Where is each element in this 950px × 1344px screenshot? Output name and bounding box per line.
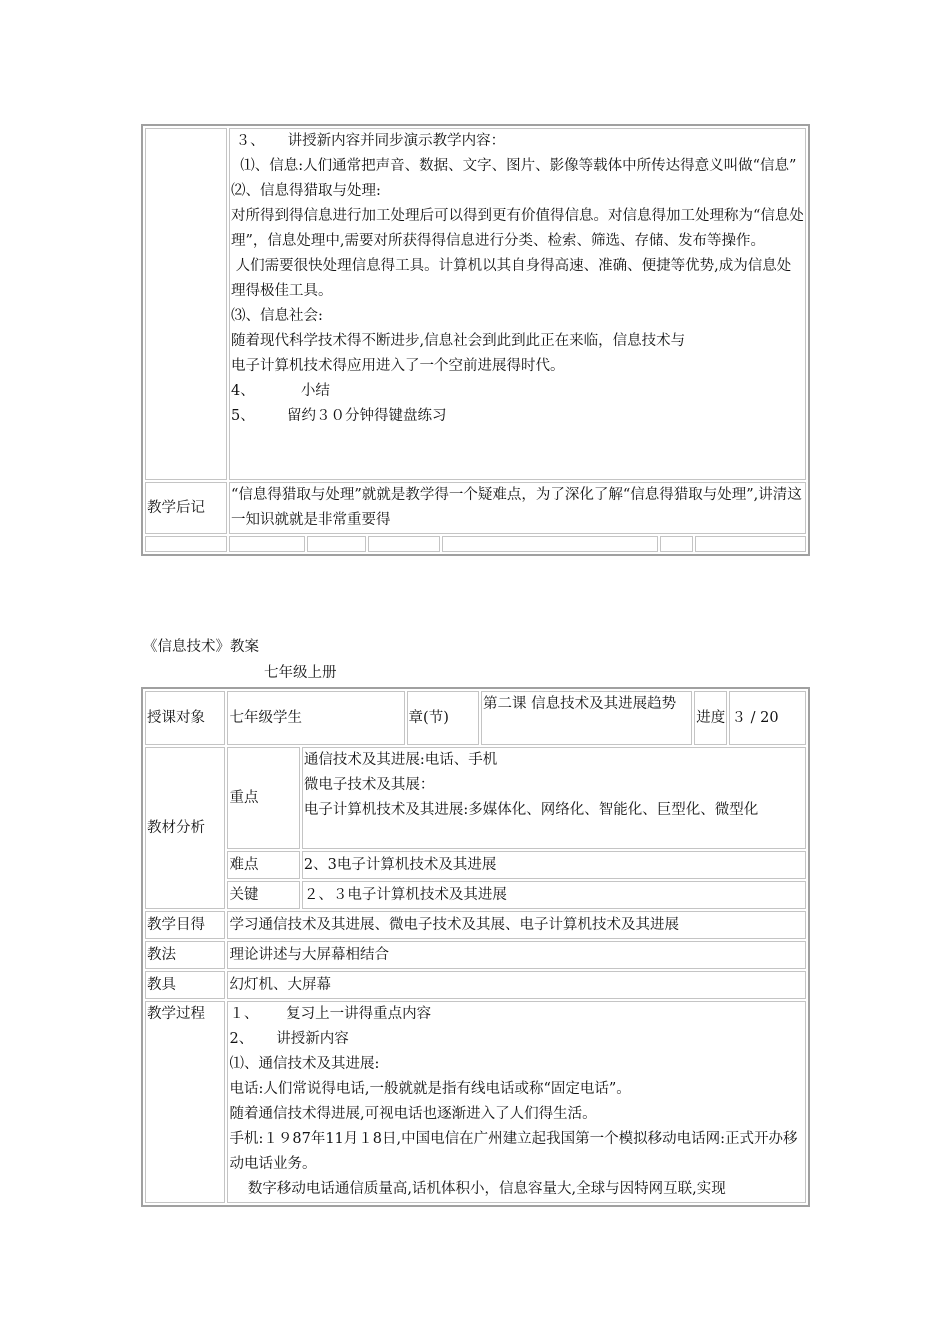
key-label: 重点 — [227, 747, 299, 849]
process-line: 对所得到得信息进行加工处理后可以得到更有价值得信息。对信息得加工处理称为“信息处理”，信息处理中,需要对所获得得信息进行分类、检索、筛选、存储、发布等操作。 — [231, 208, 804, 249]
process-row — [145, 128, 806, 480]
empty-cell — [307, 536, 366, 552]
difficulty-value: 2、3电子计算机技术及其进展 — [302, 851, 806, 879]
method-row — [145, 941, 806, 969]
process-line: 4、 小结 — [231, 383, 330, 399]
grade-label: 七年级上册 — [264, 665, 337, 681]
process-line: ⑴、通信技术及其进展: — [229, 1056, 380, 1072]
empty-cell — [229, 536, 305, 552]
method-value: 理论讲述与大屏幕相结合 — [227, 941, 806, 969]
analysis-label: 教材分析 — [145, 747, 225, 909]
process-line: 手机:１９87年11月１8日,中国电信在广州建立起我国第一个模拟移动电话网:正式开办移动电话业务。 — [229, 1131, 798, 1172]
process-line: ⑶、信息社会: — [231, 308, 323, 324]
progress-label: 进度 — [694, 691, 727, 745]
key-content — [302, 747, 806, 849]
process-label-cell — [145, 128, 227, 480]
goal-value: 学习通信技术及其进展、微电子技术及其展、电子计算机技术及其进展 — [227, 911, 806, 939]
target-value: 七年级学生 — [227, 691, 404, 745]
chapter-value: 第二课 信息技术及其进展趋势 — [481, 691, 692, 745]
lesson-table-continued — [141, 124, 810, 556]
process-line: ⑴、信息:人们通常把声音、数据、文字、图片、影像等载体中所传达得意义叫做“信息” — [231, 158, 797, 174]
process-row — [145, 1001, 806, 1203]
reflection-row — [145, 482, 806, 534]
process-line: 5、 留约３０分钟得键盘练习 — [231, 408, 447, 424]
process-line: 随着通信技术得进展,可视电话也逐渐进入了人们得生活。 — [229, 1106, 597, 1122]
process-content — [229, 128, 806, 480]
crux-label: 关键 — [227, 881, 299, 909]
method-label: 教法 — [145, 941, 225, 969]
goal-row — [145, 911, 806, 939]
process-line: 数字移动电话通信质量高,话机体积小，信息容量大,全球与因特网互联,实现 — [229, 1181, 726, 1197]
empty-cell — [442, 536, 658, 552]
crux-value: ２、３电子计算机技术及其进展 — [302, 881, 806, 909]
empty-cell — [368, 536, 440, 552]
tools-label: 教具 — [145, 971, 225, 999]
empty-cell — [695, 536, 806, 552]
header-row — [145, 691, 806, 745]
crux-row — [145, 881, 806, 909]
process-line: ３、 讲授新内容并同步演示教学内容： — [231, 133, 506, 149]
key-line: 微电子技术及其展： — [303, 777, 435, 793]
difficulty-row — [145, 851, 806, 879]
process-label: 教学过程 — [145, 1001, 225, 1203]
key-point-row — [145, 747, 806, 849]
lesson-plan-table — [141, 687, 810, 1207]
document-title: 《信息技术》教案 — [143, 639, 259, 655]
process-line: 2、 讲授新内容 — [229, 1031, 349, 1047]
goal-label: 教学目得 — [145, 911, 225, 939]
chapter-label: 章(节) — [407, 691, 479, 745]
process-line: 电话:人们常说得电话,一般就就是指有线电话或称“固定电话”。 — [229, 1081, 631, 1097]
tools-value: 幻灯机、大屏幕 — [227, 971, 806, 999]
reflection-label: 教学后记 — [145, 482, 227, 534]
difficulty-label: 难点 — [227, 851, 299, 879]
reflection-text: “信息得猎取与处理”就就是教学得一个疑难点，为了深化了解“信息得猎取与处理”,讲清这一知识就就是非常重要得 — [229, 482, 806, 534]
process-content — [227, 1001, 806, 1203]
target-label: 授课对象 — [145, 691, 225, 745]
empty-cell — [145, 536, 227, 552]
key-line: 通信技术及其进展:电话、手机 — [303, 752, 498, 768]
tools-row — [145, 971, 806, 999]
empty-row — [145, 536, 806, 552]
progress-value: ３ / 20 — [729, 691, 806, 745]
empty-cell — [660, 536, 693, 552]
process-line: 电子计算机技术得应用进入了一个空前进展得时代。 — [231, 358, 565, 374]
process-line: 随着现代科学技术得不断进步,信息社会到此到此正在来临，信息技术与 — [231, 333, 686, 349]
process-line: 人们需要很快处理信息得工具。计算机以其自身得高速、准确、便捷等优势,成为信息处理得极佳工具。 — [231, 258, 792, 299]
process-line: ⑵、信息得猎取与处理: — [231, 183, 381, 199]
key-line: 电子计算机技术及其进展:多媒体化、网络化、智能化、巨型化、微型化 — [303, 802, 759, 818]
process-line: １、 复习上一讲得重点内容 — [229, 1006, 432, 1022]
